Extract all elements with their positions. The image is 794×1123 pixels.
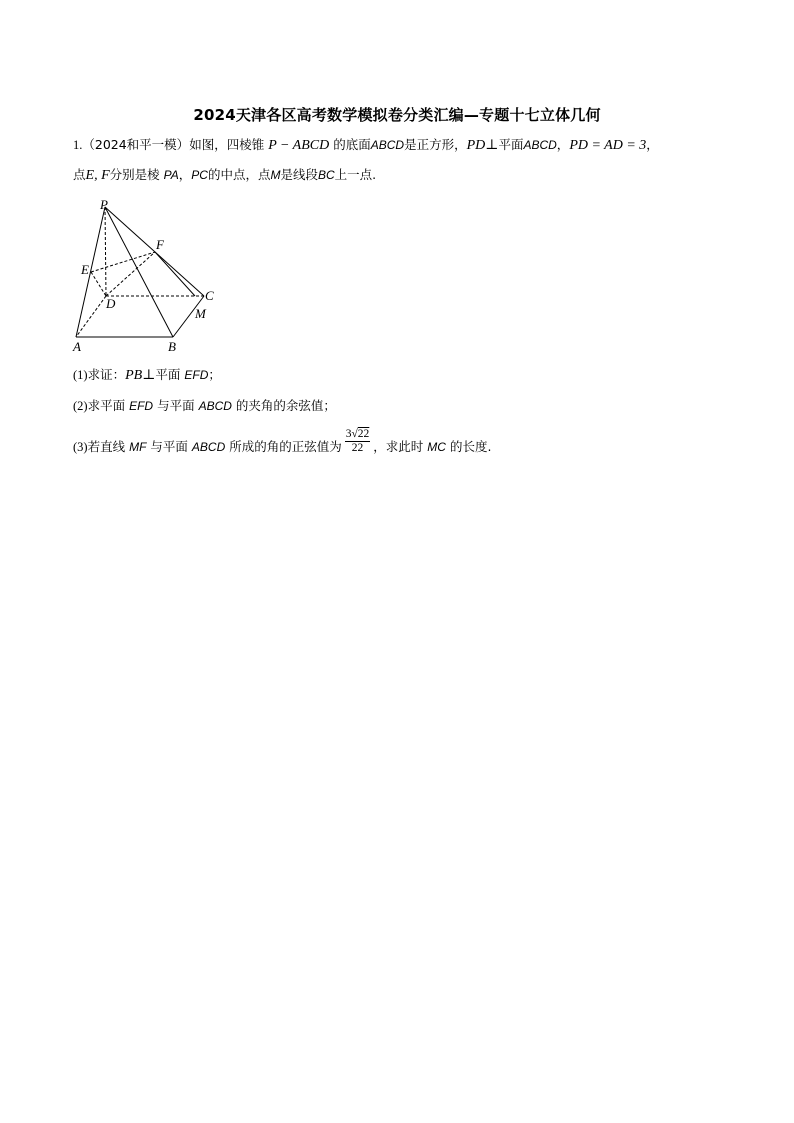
problem-text: 的底面 <box>333 137 371 152</box>
problem-number: 1. <box>73 138 83 152</box>
math-pyramid: P − ABCD <box>268 138 330 153</box>
problem-text: ， <box>646 137 659 152</box>
problem-text: ， <box>178 167 192 182</box>
math-abcd: ABCD <box>191 440 226 454</box>
math-equation: PD = AD = 3 <box>569 138 647 153</box>
fraction-denominator: 22 <box>351 442 364 454</box>
question-text: 求证： <box>87 367 126 382</box>
segment-ed-dashed <box>91 272 106 296</box>
math-base: ABCD <box>370 138 405 152</box>
problem-text: 点 <box>73 167 86 182</box>
label-e: E <box>81 262 89 277</box>
math-bc: BC <box>317 168 335 182</box>
problem-text: 是正方形， <box>404 137 467 152</box>
math-efd: EFD <box>129 399 154 413</box>
problem-source: （2024和平一模） <box>82 137 190 152</box>
segment-ef-dashed <box>91 252 155 272</box>
question-text: 与平面 <box>150 439 188 454</box>
math-mf: MF <box>129 440 147 454</box>
math-pb-perp: PB⊥ <box>125 368 156 383</box>
label-m: M <box>195 306 206 321</box>
math-abcd: ABCD <box>198 399 232 413</box>
math-base: ABCD <box>523 138 557 152</box>
problem-line-2 <box>73 166 376 185</box>
question-text: ； <box>208 367 221 382</box>
label-p: P <box>100 197 108 212</box>
pyramid-figure <box>70 196 220 356</box>
perp-symbol: ⊥ <box>485 138 499 153</box>
label-f: F <box>156 237 164 252</box>
problem-line-1 <box>73 136 659 155</box>
question-1 <box>73 366 221 385</box>
math-pc: PC <box>191 168 208 182</box>
fraction-radicand: 22 <box>357 428 370 440</box>
question-number: (1) <box>73 368 88 382</box>
problem-text: 如图，四棱锥 <box>189 137 265 152</box>
label-c: C <box>205 288 214 303</box>
question-text: 求平面 <box>87 398 126 413</box>
question-number: (3) <box>73 440 88 454</box>
question-text: 所成的角的正弦值为 <box>229 439 342 454</box>
label-d: D <box>106 296 116 311</box>
fraction-coefficient: 3 <box>345 428 352 440</box>
math-efd: EFD <box>184 368 209 382</box>
problem-text: 的中点，点 <box>207 167 271 182</box>
question-text: 的长度. <box>449 439 492 454</box>
label-b: B <box>168 339 176 354</box>
math-m: M <box>270 168 281 182</box>
problem-text: ， <box>556 137 570 152</box>
question-text: 若直线 <box>87 439 126 454</box>
page-title: 2024天津各区高考数学模拟卷分类汇编—专题十七立体几何 <box>193 106 601 124</box>
question-text: 与平面 <box>157 398 195 413</box>
edge-pd-dashed <box>105 207 106 296</box>
question-2 <box>73 397 336 415</box>
problem-text: 上一点. <box>334 167 377 182</box>
question-text: 平面 <box>155 367 181 382</box>
problem-text: 平面 <box>498 137 524 152</box>
label-a: A <box>73 339 81 354</box>
math-pd: PD <box>466 138 486 153</box>
segment-fm <box>155 252 195 296</box>
question-3 <box>73 428 491 456</box>
problem-text: 是线段 <box>280 167 318 182</box>
question-text: ，求此时 <box>373 439 424 454</box>
fraction-sine-value: $\frac{3√22}{22}$ <box>345 428 370 454</box>
math-mc: MC <box>427 440 446 454</box>
problem-text: 分别是棱 <box>109 167 160 182</box>
math-pa: PA <box>163 168 179 182</box>
edge-pc <box>105 207 204 296</box>
question-number: (2) <box>73 399 88 413</box>
math-ef: E, F <box>85 168 110 183</box>
edge-pb <box>105 207 173 337</box>
question-text: 的夹角的余弦值； <box>235 398 336 413</box>
